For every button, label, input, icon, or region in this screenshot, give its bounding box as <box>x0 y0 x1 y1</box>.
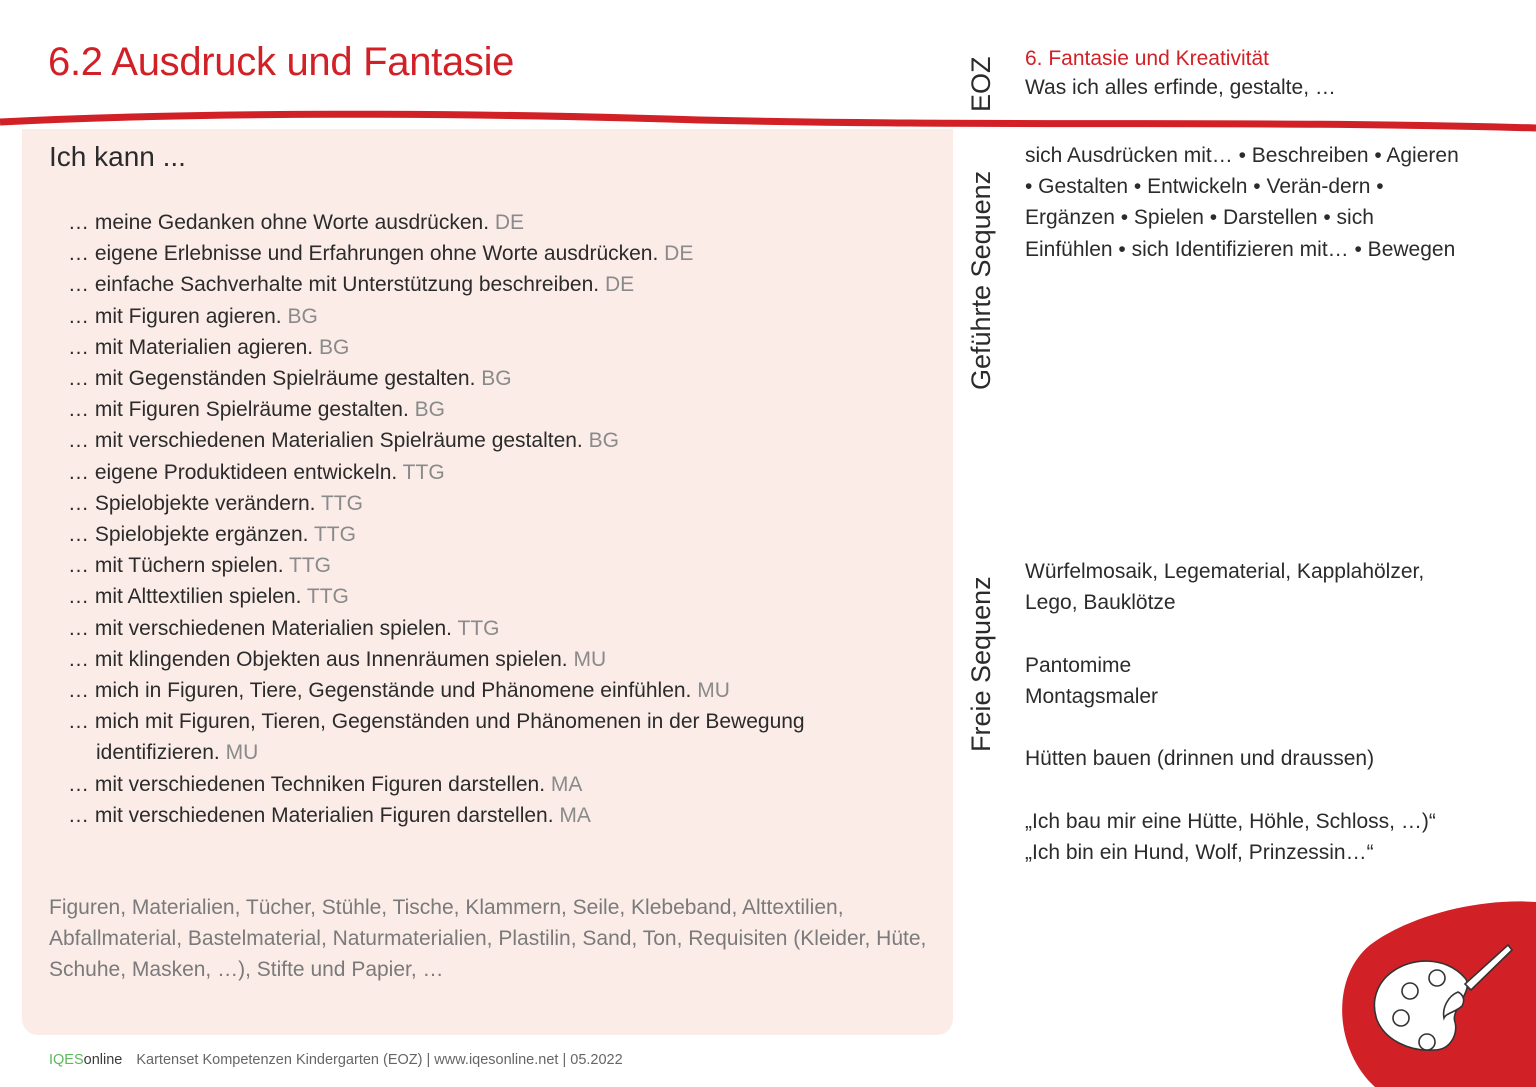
list-item: … mit verschiedenen Materialien Figuren darstellen. MA <box>68 803 591 827</box>
list-item: … mich mit Figuren, Tieren, Gegenständen und Phänomenen in der Bewegung identifizieren. MU <box>68 710 805 765</box>
list-item: … mit verschiedenen Techniken Figuren darstellen. MA <box>68 772 583 796</box>
free-sequence-content <box>1025 556 1495 899</box>
page-title: 6.2 Ausdruck und Fantasie <box>48 40 515 84</box>
free-sequence-group: Würfelmosaik, Legematerial, Kapplahölzer, Lego, Bauklötze <box>1025 560 1425 615</box>
list-item: … mit klingenden Objekten aus Innenräumen spielen. MU <box>68 647 607 671</box>
free-sequence-group: Hütten bauen (drinnen und draussen) <box>1025 747 1375 771</box>
materials-text: Figuren, Materialien, Tücher, Stühle, Tische, Klammern, Seile, Klebeband, Alttextilien, Abfallmaterial, Bastelmaterial, Naturmaterialien, Plastilin, Sand, Ton, Requisiten (Kleider, Hüte, Schuhe, Masken, …), Stifte und Papier, … <box>49 896 927 982</box>
category-title: 6. Fantasie und Kreativität <box>1025 47 1269 70</box>
subject-tag: BG <box>287 304 318 328</box>
eoz-vertical-label: EOZ <box>966 56 996 112</box>
logo-iqes: IQES <box>49 1052 84 1068</box>
free-sequence-label: Freie Sequenz <box>966 576 996 752</box>
list-item: … mit Materialien agieren. BG <box>68 335 350 359</box>
subject-tag: TTG <box>313 523 356 547</box>
subject-tag: BG <box>588 429 619 453</box>
subject-tag: MA <box>559 803 591 827</box>
list-item: … mit Alttextilien spielen. TTG <box>68 585 349 609</box>
list-item: … Spielobjekte ergänzen. TTG <box>68 523 356 547</box>
guided-sequence-text: sich Ausdrücken mit… • Beschreiben • Agieren • Gestalten • Entwickeln • Verän-dern • Ergänzen • Spielen • Darstellen • sich Einfühlen • sich Identifizieren mit… • Bewegen <box>1025 144 1459 261</box>
list-item: … mit Tüchern spielen. TTG <box>68 554 332 578</box>
list-item: … mit verschiedenen Materialien Spielräume gestalten. BG <box>68 429 619 453</box>
list-item: … mit Gegenständen Spielräume gestalten. BG <box>68 367 512 391</box>
footer <box>49 1052 623 1068</box>
list-item: … einfache Sachverhalte mit Unterstützung beschreiben. DE <box>68 273 635 297</box>
subject-tag: MA <box>550 772 583 796</box>
list-item: … Spielobjekte verändern. TTG <box>68 491 363 515</box>
logo-online: online <box>83 1052 123 1068</box>
footer-text: Kartenset Kompetenzen Kindergarten (EOZ) | www.iqesonline.net | 05.2022 <box>136 1052 623 1068</box>
subject-tag: MU <box>225 741 259 765</box>
free-sequence-group: Pantomime Montagsmaler <box>1025 653 1159 708</box>
subject-tag: DE <box>664 242 694 266</box>
guided-sequence-label: Geführte Sequenz <box>966 170 996 390</box>
subject-tag: MU <box>697 679 730 703</box>
list-item: … eigene Erlebnisse und Erfahrungen ohne Worte ausdrücken. DE <box>68 242 694 266</box>
subject-tag: DE <box>604 273 635 297</box>
subject-tag: BG <box>414 398 446 422</box>
subject-tag: TTG <box>306 585 349 609</box>
list-item: … eigene Produktideen entwickeln. TTG <box>68 460 445 484</box>
subject-tag: TTG <box>320 491 363 515</box>
palette-icon <box>1330 900 1536 1087</box>
subject-tag: BG <box>318 335 350 359</box>
list-item: … meine Gedanken ohne Worte ausdrücken. DE <box>68 211 525 234</box>
free-sequence-group: „Ich bau mir eine Hütte, Höhle, Schloss, …)“ „Ich bin ein Hund, Wolf, Prinzessin…“ <box>1025 809 1436 864</box>
list-item: … mit Figuren Spielräume gestalten. BG <box>68 398 446 422</box>
list-item: … mich in Figuren, Tiere, Gegenstände und Phänomene einfühlen. MU <box>68 679 730 703</box>
subject-tag: TTG <box>289 554 332 578</box>
competence-list <box>68 207 888 831</box>
list-item: … mit Figuren agieren. BG <box>68 304 318 328</box>
subject-tag: BG <box>481 367 512 391</box>
list-item: … mit verschiedenen Materialien spielen. TTG <box>68 616 500 640</box>
competence-heading: Ich kann ... <box>49 141 186 172</box>
subject-tag: MU <box>573 647 607 671</box>
subject-tag: DE <box>494 211 525 234</box>
category-subtitle: Was ich alles erfinde, gestalte, … <box>1025 76 1336 99</box>
subject-tag: TTG <box>402 460 445 484</box>
subject-tag: TTG <box>457 616 500 640</box>
